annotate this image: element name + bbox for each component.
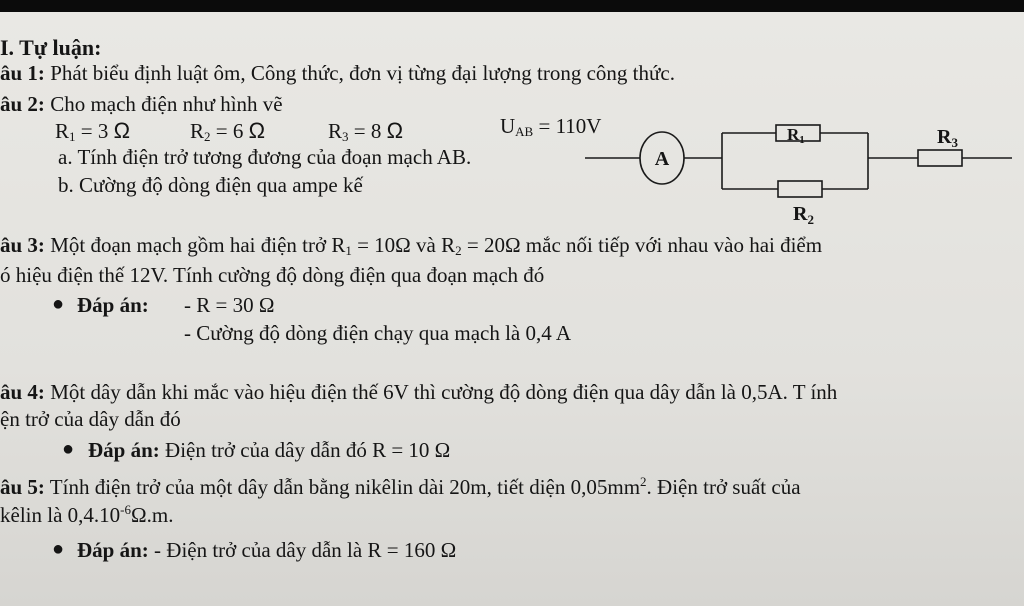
- answer-q5: Đáp án: - Điện trở của dây dẫn là R = 160 Ω: [77, 538, 457, 562]
- answer-label-q3: Đáp án:: [77, 293, 149, 317]
- question-4-label: âu 4:: [0, 380, 45, 404]
- question-2-text: Cho mạch điện như hình vẽ: [44, 92, 283, 116]
- question-5-line-1: âu 5: Tính điện trở của một dây dẫn bằng nikêlin dài 20m, tiết diện $0,05mm^2$. Điện trở suất của: [0, 474, 801, 499]
- bullet-q3: ●: [52, 293, 65, 315]
- question-2-part-b: b. Cường độ dòng điện qua ampe kế: [58, 173, 363, 197]
- question-3-line-1: âu 3: Một đoạn mạch gồm hai điện trở $R_1 = 10\Omega$ và $R_2 = 20\Omega$ mắc nối tiếp với nhau vào hai điểm: [0, 233, 823, 258]
- r3-label: $R_3$: [937, 126, 958, 150]
- question-4-line-2: ện trở của dây dẫn đó: [0, 407, 181, 431]
- resistor-r3: [918, 150, 962, 166]
- answer-q4: Đáp án: Điện trở của dây dẫn đó R = 10 Ω: [88, 438, 451, 462]
- question-1-text: Phát biểu định luật ôm, Công thức, đơn vị từng đại lượng trong công thức.: [44, 61, 675, 85]
- r2-given: $R_2 = 6$ Ω: [190, 118, 266, 144]
- question-2-part-a: a. Tính điện trở tương đương của đoạn mạch AB.: [58, 145, 472, 169]
- r2-label: $R_2$: [793, 203, 814, 227]
- bullet-q5: ●: [52, 538, 65, 560]
- answer-q3-line-1: - R = 30 Ω: [184, 293, 275, 317]
- question-1-label: âu 1:: [0, 61, 45, 85]
- resistor-r2: [778, 181, 822, 197]
- bullet-q4: ●: [62, 438, 75, 460]
- question-4-line-1: âu 4: Một dây dẫn khi mắc vào hiệu điện thế 6V thì cường độ dòng điện qua dây dẫn là 0,5A. T ính: [0, 380, 838, 404]
- uab-given: $U_{AB} = 110V$: [500, 114, 602, 139]
- question-3-label: âu 3:: [0, 233, 45, 257]
- answer-label-q5: Đáp án:: [77, 538, 149, 562]
- section-title: I. Tự luận:: [0, 35, 102, 60]
- question-2-label: âu 2:: [0, 92, 45, 116]
- ammeter-label: A: [654, 148, 670, 170]
- answer-label-q4: Đáp án:: [88, 438, 160, 462]
- question-3-line-2: ó hiệu điện thế 12V. Tính cường độ dòng điện qua đoạn mạch đó: [0, 263, 545, 287]
- question-5-line-2: kêlin là $0,4.10^{-6}\Omega.m$.: [0, 502, 174, 527]
- question-5-label: âu 5:: [0, 475, 45, 499]
- answer-q3-line-2: - Cường độ dòng điện chạy qua mạch là 0,4 A: [184, 321, 571, 345]
- r3-given: $R_3 = 8$ Ω: [328, 118, 404, 144]
- r1-label: R1: [787, 125, 805, 146]
- r1-given: $R_1 = 3$ Ω: [55, 118, 131, 144]
